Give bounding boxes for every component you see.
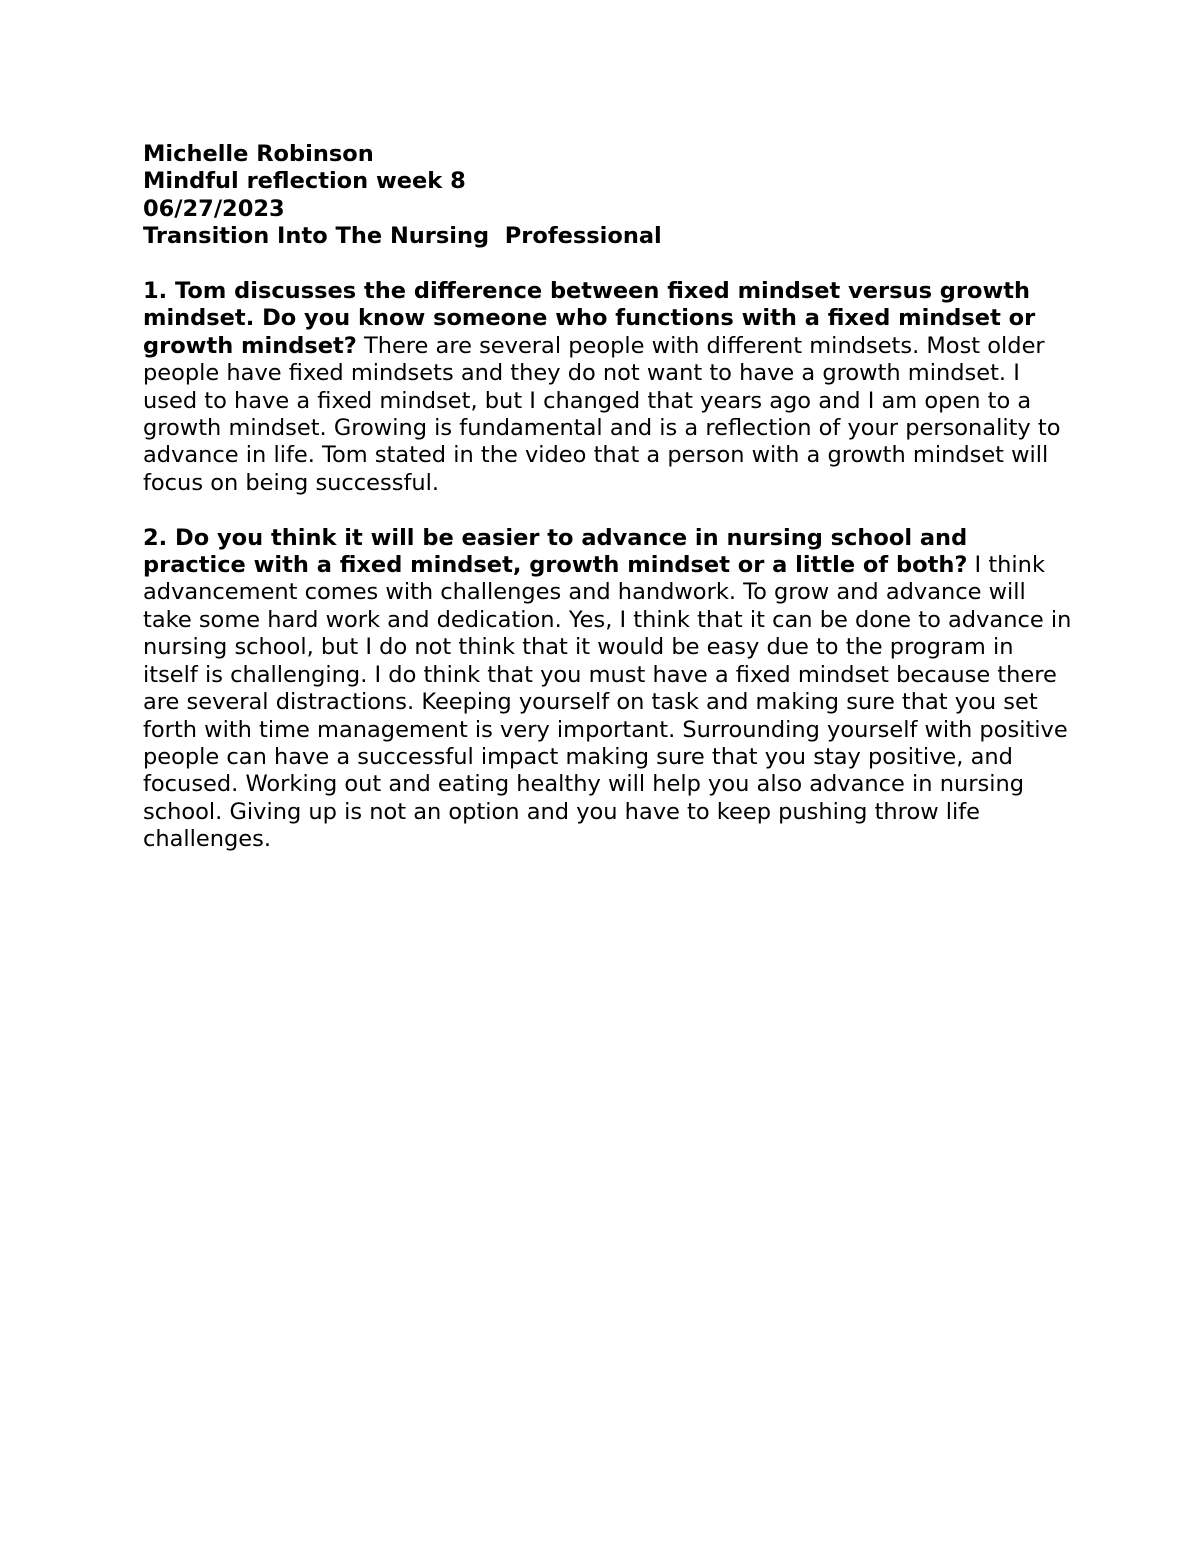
author-name: Michelle Robinson	[143, 141, 374, 167]
assignment-title: Mindful reflection week 8	[143, 168, 466, 195]
question-2: 2. Do you think it will be easier to advance in nursing school and practice with a fixed mindset, growth mindset or a little of both?	[143, 524, 968, 579]
answer-2: I think advancement comes with challenges and handwork. To grow and advance will take some hard work and dedication. Yes, I think that it can be done to advance in nursing school, but I do not think that it would be easy due to the program in itself is challenging. I do think that you must have a fixed mindset because there are several distractions. Keeping yourself on task and making sure that you set forth with time management is very important. Surrounding yourself with positive people can have a successful impact making sure that you stay positive, and focused. Working out and eating healthy will help you also advance in nursing school. Giving up is not an option and you have to keep pushing throw life challenges.	[143, 552, 1072, 853]
document-date: 06/27/2023	[143, 195, 285, 222]
reflection-paragraph-2	[143, 525, 1073, 854]
document-body	[143, 141, 1073, 854]
reflection-paragraph-1	[143, 278, 1073, 497]
answer-1: There are several people with different mindsets. Most older people have fixed mindsets and they do not want to have a growth mindset. I used to have a fixed mindset, but I changed that years ago and I am open to a growth mindset. Growing is fundamental and is a reflection of your personality to advance in life. Tom stated in the video that a person with a growth mindset will focus on being successful.	[143, 332, 1061, 496]
blank-line	[143, 251, 1073, 278]
course-title: Transition Into The Nursing Professional	[143, 223, 662, 250]
blank-line	[143, 497, 1073, 524]
question-1: 1. Tom discusses the difference between fixed mindset versus growth mindset. Do you know someone who functions with a fixed mindset or growth mindset?	[143, 278, 1036, 359]
